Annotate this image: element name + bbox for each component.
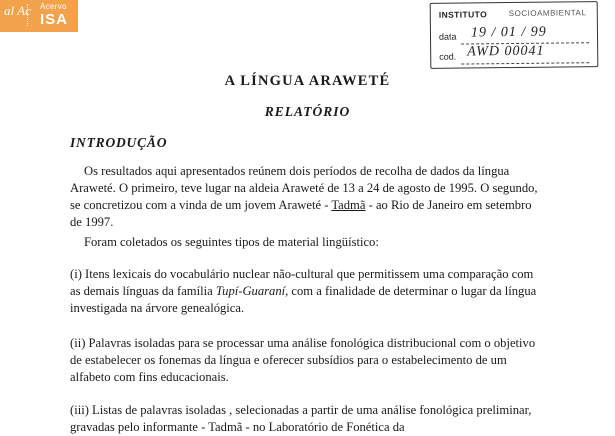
stamp-cod-line (461, 62, 589, 64)
paragraph-intro-text-b: - ao Rio de Janeiro em setembro de 1997. (70, 198, 532, 229)
section-heading: INTRODUÇÃO (70, 135, 168, 150)
stamp-date-value: 19 / 01 / 99 (470, 24, 547, 41)
logo-divider (27, 4, 38, 26)
stamp-cod-value: AWD 00041 (467, 43, 545, 60)
informant-name: Tadmã (331, 198, 366, 212)
list-item-i-text-b: , com a finalidade de determinar o lugar da língua investigada na árvore genealógica. (70, 284, 537, 315)
stamp-institution-rest: SOCIOAMBIENTAL (508, 8, 587, 19)
logo-acervo-text: Acervo (40, 2, 67, 11)
document-subtitle: RELATÓRIO (264, 104, 351, 119)
list-item-iii: (iii) Listas de palavras isoladas , selecionadas a partir de uma análise fonológica preliminar, gravadas pelo informante - Tadmã - no Laboratório de Fonética da (70, 403, 532, 434)
paragraph-intro-text-a: Os resultados aqui apresentados reúnem dois períodos de recolha de dados da língua Araweté. O primeiro, teve lugar na aldeia Araweté de 13 a 24 de agosto de 1995. O segundo, se concretizou com a vinda de um jovem Araweté - (70, 164, 538, 212)
document-title: A LÍNGUA ARAWETÉ (224, 73, 391, 89)
logo-isa-text: ISA (40, 11, 69, 28)
paragraph-intro (70, 163, 545, 231)
stamp-cod-label: cod. (439, 51, 457, 62)
paragraph-material-types: Foram coletados os seguintes tipos de material lingüístico: (84, 235, 379, 249)
list-item-i-text-a: (i) Itens lexicais do vocabulário nuclear não-cultural que permitissem uma comparação com as demais línguas da família (70, 267, 534, 298)
stamp-institution: INSTITUTO (438, 9, 488, 20)
list-item-i (70, 266, 545, 317)
acervo-isa-logo (0, 0, 78, 32)
language-family-name: Tupí-Guaraní (215, 284, 286, 298)
institute-stamp (430, 1, 599, 69)
stamp-date-label: data (438, 31, 457, 42)
list-item-ii: (ii) Palavras isoladas para se processar uma análise fonológica distribucional com o objetivo de estabelecer os fonemas da língua e oferecer subsídios para o estabelecimento de um alfabeto com fins educacionais. (70, 336, 536, 384)
logo-script-text: al Ac (4, 3, 31, 18)
